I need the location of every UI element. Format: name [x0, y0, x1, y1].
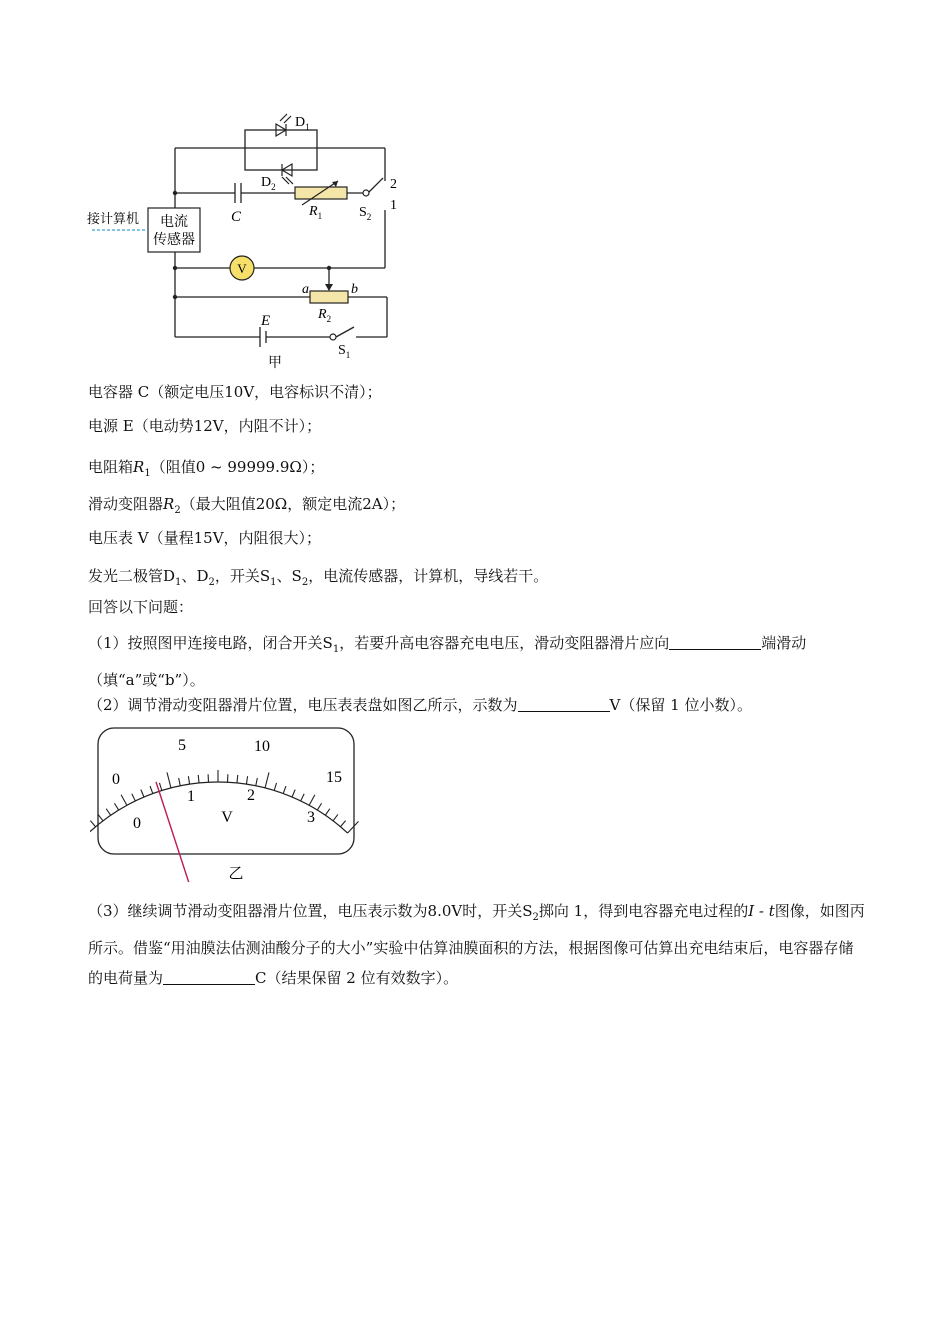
label-C: C [231, 209, 242, 225]
equipment-1: 电容器 C（额定电压10V，电容标识不清）； [88, 383, 382, 401]
circuit-diagram [80, 105, 410, 375]
prompt-text: 回答以下问题： [88, 598, 194, 616]
label-a: a [302, 282, 309, 297]
label-R1: $R_1$ [309, 204, 323, 221]
dial-outer-0: 0 [112, 771, 120, 788]
dial-outer-5: 5 [178, 737, 186, 754]
dial-inner-2: 2 [247, 787, 255, 804]
answer-blank-2[interactable] [518, 693, 610, 712]
question-2: （2）调节滑动变阻器滑片位置，电压表表盘如图乙所示，示数为 V（保留 1 位小数）。 [88, 690, 868, 720]
computer-label: 接计算机 [87, 212, 140, 227]
label-b: b [351, 282, 358, 297]
label-D1: $D_1$ [295, 115, 310, 132]
dial-outer-15: 15 [326, 769, 342, 786]
dial-tick [90, 821, 95, 827]
label-1: 1 [390, 198, 397, 213]
voltmeter-dial [90, 722, 370, 882]
voltmeter-label: V [237, 261, 247, 276]
equipment-2: 电源 E（电动势12V，内阻不计）； [88, 417, 322, 435]
dial-unit: V [221, 809, 233, 826]
sensor-label-1: 电流 [160, 214, 188, 230]
dial-inner-3: 3 [307, 809, 315, 826]
label-2: 2 [390, 177, 397, 192]
answer-blank-3[interactable] [163, 966, 255, 985]
dial-outer-10: 10 [254, 738, 270, 755]
figure-caption-jia: 甲 [268, 355, 282, 371]
label-E: E [261, 313, 271, 329]
dial-inner-0: 0 [133, 815, 141, 832]
dial-inner-1: 1 [187, 788, 195, 805]
question-3: （3）继续调节滑动变阻器滑片位置，电压表示数为8.0V时，开关$S_2$掷向 1，得到电容器充电过程的I - t图像，如图丙所示。借鉴“用油膜法估测油酸分子的大小”实验中估算油膜面积的方法，根据图像可估算出充电结束后，电容器存储的电荷量为 C（结果保留 2 位有效数字）。 [88, 902, 865, 987]
label-S1: $S_1$ [338, 343, 351, 360]
question-1: （1）按照图甲连接电路，闭合开关$S_1$，若要升高电容器充电电压，滑动变阻器滑片应向 端滑动（填“a”或“b”）。 [88, 628, 868, 695]
equipment-6: 发光二极管$D_1$、$D_2$，开关$S_1$、$S_2$，电流传感器，计算机，导线若干。 [88, 567, 549, 588]
figure-caption-yi: 乙 [228, 864, 244, 882]
sensor-label-2: 传感器 [153, 232, 195, 248]
equipment-4: 滑动变阻器$R_2$（最大阻值20Ω，额定电流2A）； [88, 495, 406, 516]
answer-blank-1[interactable] [669, 631, 761, 650]
label-D2: $D_2$ [261, 175, 276, 192]
equipment-5: 电压表 V（量程15V，内阻很大）； [88, 529, 322, 547]
equipment-3: 电阻箱$R_1$（阻值0 ~ 99999.9Ω）； [88, 458, 325, 479]
label-S2: $S_2$ [359, 205, 372, 222]
label-R2: $R_2$ [318, 307, 332, 324]
